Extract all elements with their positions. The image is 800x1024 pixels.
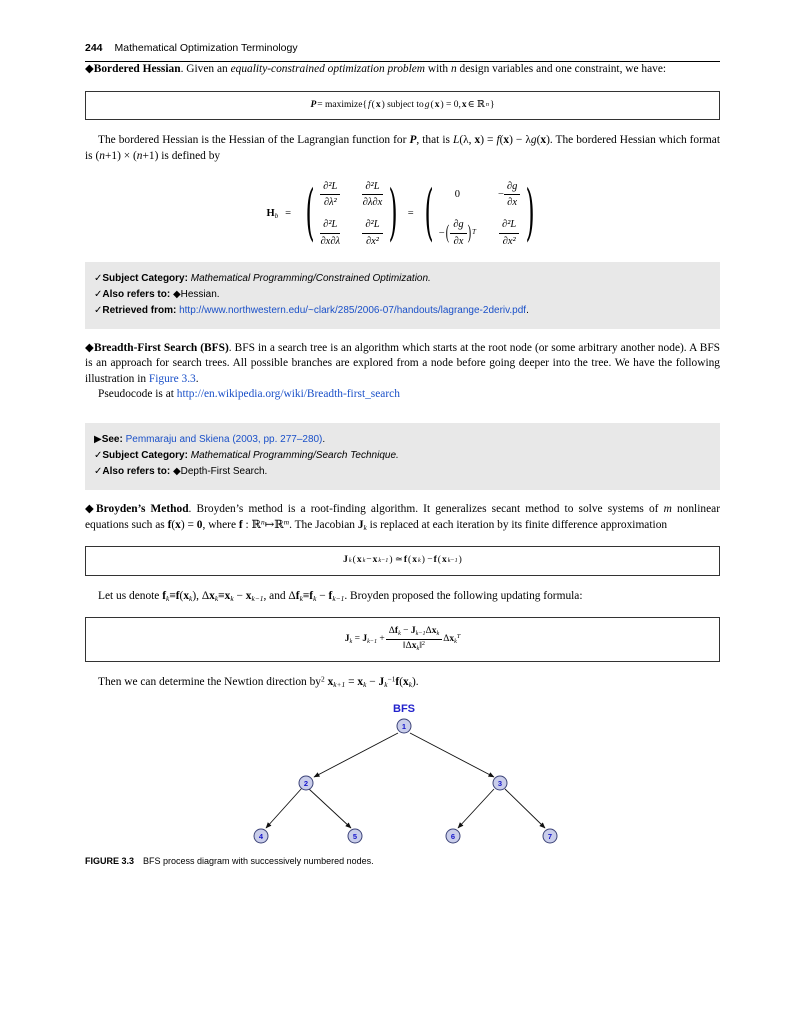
paragraph-bfs: ◆Breadth-First Search (BFS). BFS in a search tree is an algorithm which starts at the root node (or some arbitrary another node). A BFS is an approach for search trees. All possible branches are explored from a node before going deeper into the tree. We have the following illustration in Figure 3.3. (85, 341, 720, 385)
svg-text:5: 5 (352, 831, 357, 841)
right-paren-2: ) (525, 178, 535, 250)
denote-text: Let us denote $f_k\equiv f(x_k)$, $\Delta x_k\equiv x_k - x_{k-1}$, and $\Delta f_k\equiv f_k - f_{k-1}$. Broyden proposed the following updating formula: (98, 589, 583, 603)
problem-formula: P = maximize{ f ( x ) subject to g ( x ) = 0, x ∈ ℝ n } (310, 99, 495, 110)
secant-formula: J k ( x k − x k−1 ) ≃ f ( x k ) − f ( x k−1 ) (343, 555, 462, 566)
svg-text:6: 6 (450, 831, 455, 841)
bfs-body-text: ◆Breadth-First Search (BFS). BFS in a search tree is an algorithm which starts at the root node (or some arbitrary another node). A BFS is an approach for search trees. All possible branches are explored from a node before going deeper into the tree. We have the following illustration in (85, 341, 720, 385)
edge-2-5 (309, 789, 351, 828)
paragraph-denote (85, 589, 720, 605)
figure-3-3 (85, 701, 720, 866)
edge-1-3 (410, 733, 494, 777)
tree-node-3 (493, 776, 507, 790)
tree-node-2 (299, 776, 313, 790)
paragraph-broyden (85, 502, 720, 533)
matrix2-cell-21: − ( $\frac{\partial g}{\partial x}$ ) T (438, 219, 476, 247)
secant-formula-box (85, 546, 720, 575)
hessian-matrix-1 (318, 178, 384, 250)
right-paren-1: ) (388, 178, 398, 250)
svg-text:1: 1 (401, 721, 406, 731)
subject-category-line: ✓Subject Category: Mathematical Programming/Search Technique. (94, 450, 399, 462)
matrix-equals: = (407, 208, 414, 220)
svg-text:3: 3 (497, 778, 502, 788)
tree-node-1 (397, 719, 411, 733)
subject-category-line: ✓Subject Category: Mathematical Programming/Constrained Optimization. (94, 272, 431, 284)
paragraph-pseudocode: Pseudocode is at http://en.wikipedia.org/wiki/Breadth-first_search (98, 388, 400, 401)
broyden-body-text: ◆Broyden’s Method. Broyden’s method is a root-finding algorithm. It generalizes secant method to solve systems of m nonlinear equations such as f(x) = 0, where f : ℝ$^n$↦ℝ$^m$. The Jacobian $J_k$ is replaced at each iteration by its finite difference approximation (85, 503, 720, 532)
see-line: ▶See: Pemmaraju and Skiena (2003, pp. 277–280). (94, 434, 326, 446)
bordered-hessian-matrix-equation (85, 178, 720, 250)
tree-node-6 (446, 829, 460, 843)
figure-caption-text: BFS process diagram with successively numbered nodes. (143, 855, 374, 866)
broyden-update-formula: $J_k = J_{k-1}$ + $\frac{\Delta f_k - J_{k-1}\Delta x_k}{‖\Delta x_k‖^2}$ $\Delta x_k^T$ (344, 626, 461, 652)
svg-text:7: 7 (547, 831, 552, 841)
tree-title: BFS (392, 702, 415, 715)
bordered-hessian-meta-box (85, 262, 720, 329)
page-header (85, 42, 720, 62)
edge-1-2 (314, 733, 398, 777)
figure-3-3-link[interactable]: Figure 3.3 (148, 372, 196, 385)
matrix1-cell-21: $\frac{\text{∂²L}}{\partial x\partial\lambda}$ (320, 219, 341, 247)
broyden-update-formula-box (85, 617, 720, 662)
figure-caption (85, 856, 720, 866)
page-number: 244 (85, 42, 103, 54)
also-refers-line: ✓Also refers to: ◆Depth-First Search. (94, 466, 268, 478)
bfs-tree-diagram (153, 701, 653, 851)
tree-node-5 (348, 829, 362, 843)
see-reference-link[interactable]: Pemmaraju and Skiena (2003, pp. 277–280) (125, 434, 323, 446)
problem-formula-box (85, 91, 720, 120)
hessian-matrix-2 (437, 178, 523, 250)
bordered-hessian-body-text: The bordered Hessian is the Hessian of the Lagrangian function for P, that is L(λ, x) = f(x) − λg(x). The bordered Hessian which format is (n+1) × (n+1) is defined by (85, 133, 721, 162)
pseudocode-link[interactable]: http://en.wikipedia.org/wiki/Breadth-first_search (176, 388, 400, 401)
newton-direction-text: Then we can determine the Newtion direction $by^2$ $x_{k+1} = x_k - J_k^{-1}f(x_k)$. (98, 674, 419, 690)
svg-text:4: 4 (258, 831, 263, 841)
running-title: Mathematical Optimization Terminology (114, 42, 298, 54)
svg-text:2: 2 (303, 778, 308, 788)
tree-node-4 (254, 829, 268, 843)
matrix1-cell-12: $\frac{\text{∂²L}}{\partial\lambda\partial x}$ (362, 181, 383, 209)
matrix2-cell-22: $\frac{\text{∂²L}}{\text{∂x²}}$ (499, 218, 519, 247)
paragraph-bordered-hessian-intro (85, 62, 720, 78)
edge-3-6 (458, 789, 494, 828)
paragraph-newton-direction (85, 675, 720, 691)
left-paren-2: ( (424, 178, 434, 250)
figure-caption-label: FIGURE 3.3 (85, 855, 135, 866)
matrix2-cell-12: − $\frac{\partial g}{\partial x}$ (498, 180, 520, 209)
retrieved-from-link[interactable]: http://www.northwestern.edu/~clark/285/2006-07/handouts/lagrange-2deriv.pdf (179, 304, 527, 316)
tree-node-7 (543, 829, 557, 843)
matrix2-cell-11: 0 (454, 189, 460, 201)
matrix1-cell-22: $\frac{\text{∂²L}}{\text{∂x²}}$ (362, 218, 382, 247)
bfs-meta-box (85, 423, 720, 490)
edge-3-7 (505, 789, 545, 828)
retrieved-from-line: ✓Retrieved from: http://www.northwestern.edu/~clark/285/2006-07/handouts/lagrange-2deriv.pdf. (94, 304, 529, 316)
matrix1-cell-11: $\frac{\text{∂²L}}{\text{∂λ²}}$ (320, 180, 340, 209)
paragraph-bordered-hessian-body (85, 133, 720, 164)
bordered-hessian-intro-text: ◆Bordered Hessian. Given an equality-constrained optimization problem with n design variables and one constraint, we have: (85, 63, 667, 75)
edge-2-4 (266, 788, 302, 828)
also-refers-line: ✓Also refers to: ◆Hessian. (94, 288, 220, 300)
left-paren-1: ( (305, 178, 315, 250)
matrix-lhs: $H_b$ = (266, 208, 292, 221)
